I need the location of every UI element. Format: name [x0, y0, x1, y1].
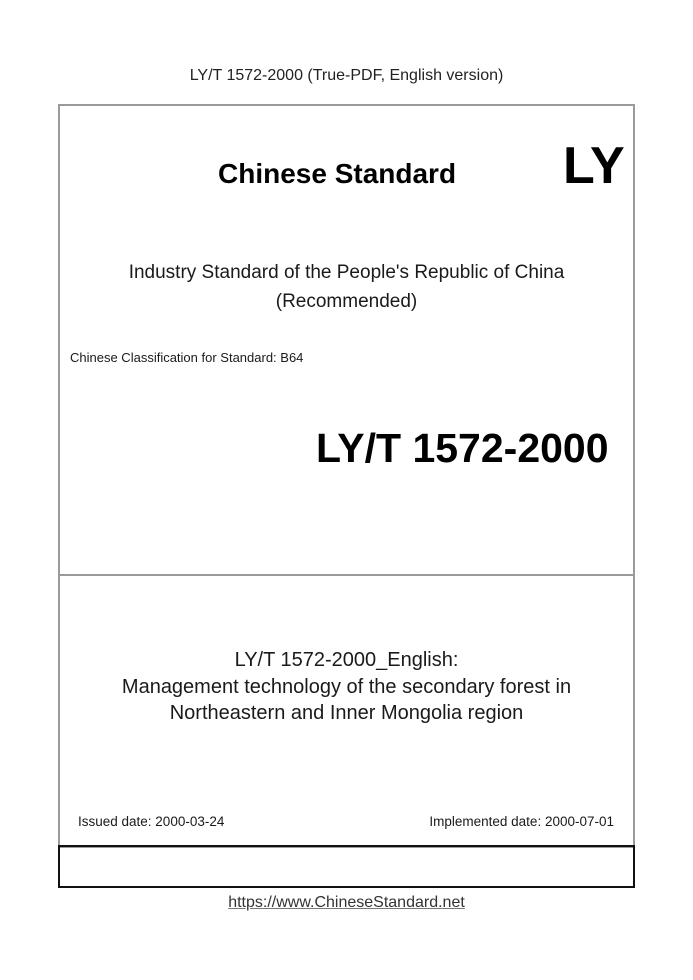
implemented-date: Implemented date: 2000-07-01 [429, 814, 614, 829]
cover-box [58, 104, 635, 848]
title-line: Northeastern and Inner Mongolia region [169, 702, 524, 724]
standard-number: LY/T 1572-2000 [316, 425, 609, 471]
page-header: LY/T 1572-2000 (True-PDF, English version) [189, 67, 504, 84]
website-link[interactable]: https://www.ChineseStandard.net [228, 894, 465, 911]
document-title [60, 647, 633, 727]
recommended-line: (Recommended) [275, 291, 418, 312]
bottom-empty-box [58, 845, 635, 888]
cover-divider [58, 574, 635, 576]
title-line: Management technology of the secondary forest in [121, 675, 572, 698]
footer [0, 893, 693, 913]
industry-line: Industry Standard of the People's Republic of China [128, 262, 565, 283]
brand-code: LY [563, 137, 625, 195]
brand-title: Chinese Standard [218, 158, 457, 189]
classification-label: Chinese Classification for Standard: B64 [70, 350, 304, 365]
industry-standard-heading [60, 258, 633, 316]
title-line: LY/T 1572-2000_English: [234, 649, 459, 671]
issued-date: Issued date: 2000-03-24 [78, 814, 225, 829]
